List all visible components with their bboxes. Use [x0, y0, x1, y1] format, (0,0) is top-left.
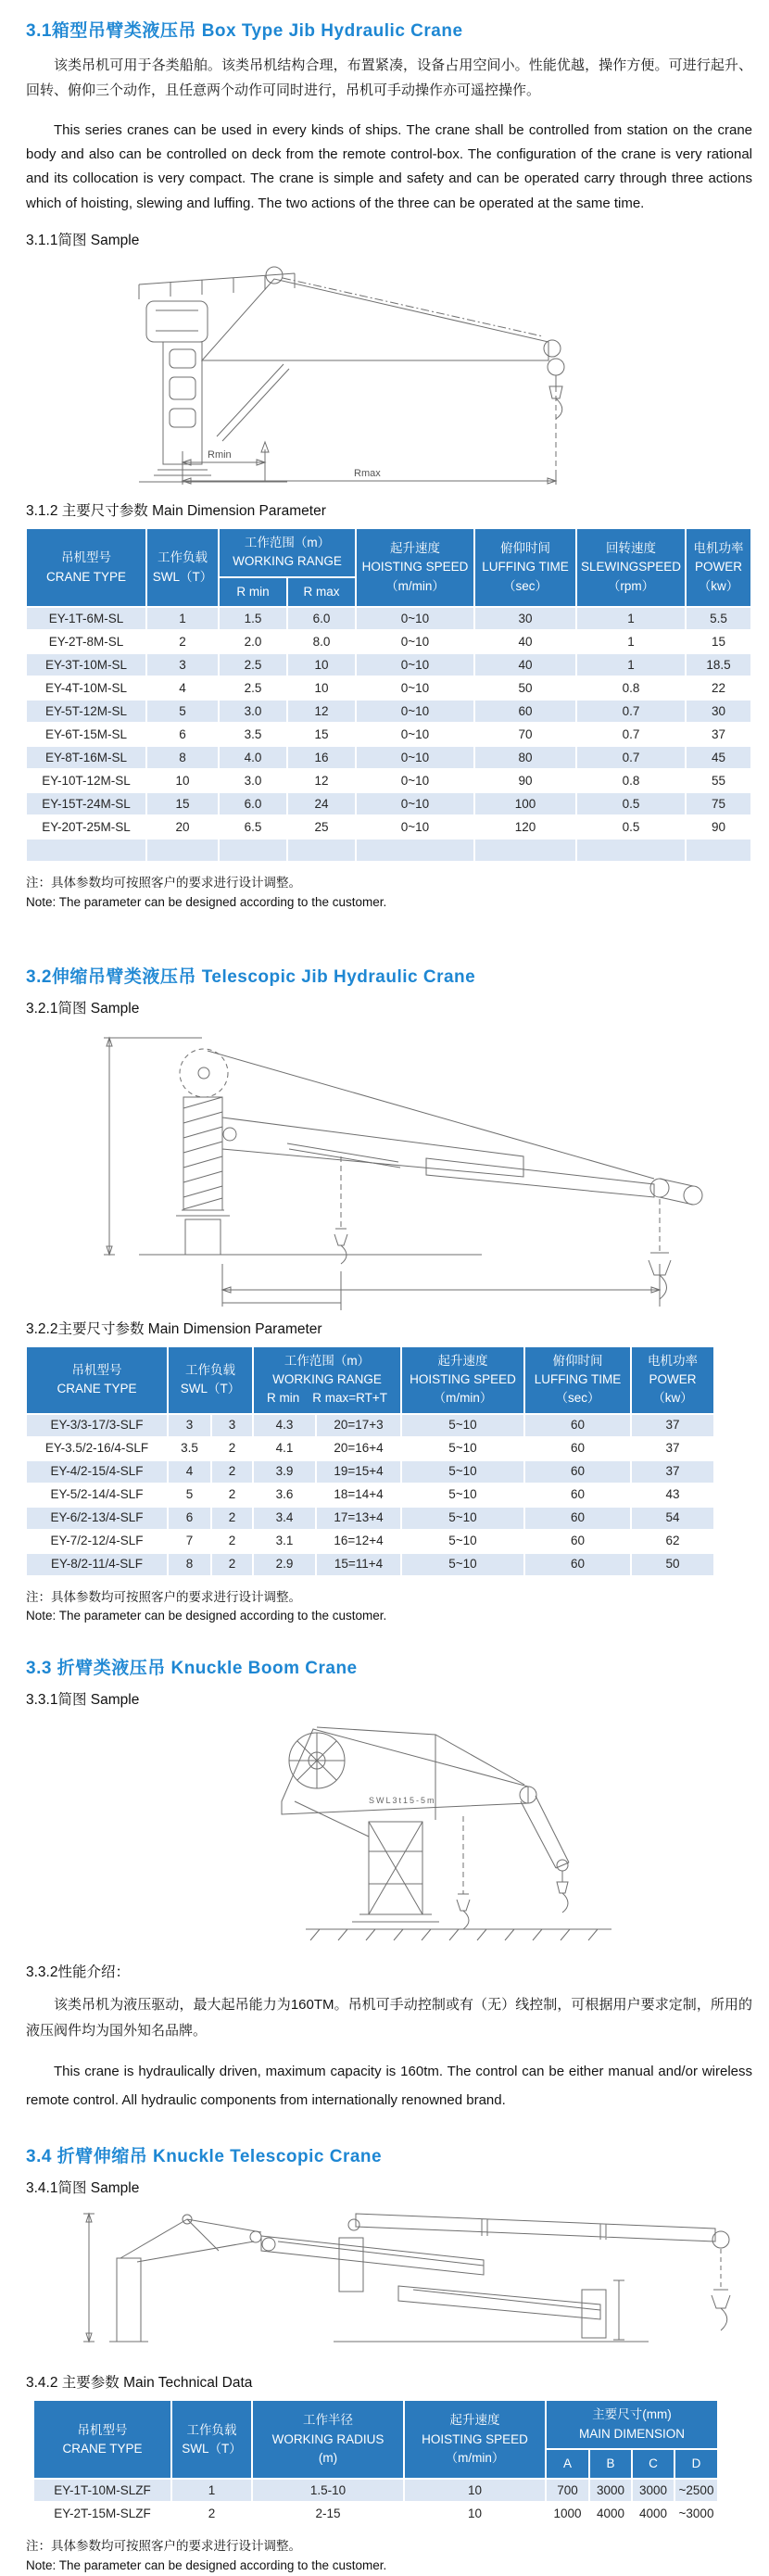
- table-row: EY-3.5/2-16/4-SLF 3.5 2 4.1 20=16+4 5~10 60 37: [26, 1437, 714, 1460]
- col-dim-d: D: [674, 2449, 718, 2479]
- table-row: EY-3T-10M-SL 3 2.5 10 0~10 40 1 18.5: [26, 653, 751, 676]
- table-row: EY-1T-6M-SL 1 1.5 6.0 0~10 30 1 5.5: [26, 607, 751, 630]
- box-sample-heading: 3.1.1简图 Sample: [26, 233, 140, 249]
- section-knuckle-telescopic-crane: [0, 2142, 769, 2576]
- section-title-knuckle-telescopic: 3.4 折臂伸缩吊 Knuckle Telescopic Crane: [26, 2147, 383, 2167]
- table-row: EY-4T-10M-SL 4 2.5 10 0~10 50 0.8 22: [26, 676, 751, 700]
- tele-table-heading: 3.2.2主要尺寸参数 Main Dimension Parameter: [26, 1320, 322, 1337]
- telescopic-crane-drawing: [0, 1021, 769, 1314]
- table-row: EY-1T-10M-SLZF 1 1.5-10 10 700 3000 3000 ~2500: [33, 2479, 718, 2502]
- col-crane-type: 吊机型号 CRANE TYPE: [33, 2400, 171, 2479]
- col-crane-type: 吊机型号 CRANE TYPE: [26, 1346, 168, 1414]
- col-power: 电机功率 POWER （kw）: [686, 528, 751, 607]
- col-swl: 工作负载 SWL（T）: [171, 2400, 252, 2479]
- table-row: EY-15T-24M-SL 15 6.0 24 0~10 100 0.5 75: [26, 792, 751, 815]
- rmax-label: Rmax: [354, 468, 381, 480]
- table-row: EY-6T-15M-SL 6 3.5 15 0~10 70 0.7 37: [26, 723, 751, 746]
- table-row: EY-10T-12M-SL 10 3.0 12 0~10 90 0.8 55: [26, 769, 751, 792]
- col-luffing-time: 俯仰时间 LUFFING TIME （sec）: [474, 528, 576, 607]
- col-hoisting-speed: 起升速度 HOISTING SPEED （m/min）: [401, 1346, 524, 1414]
- table-row: EY-2T-8M-SL 2 2.0 8.0 0~10 40 1 15: [26, 630, 751, 653]
- col-rmin: R min: [267, 1391, 300, 1406]
- box-intro-cn: 该类吊机可用于各类船舶。该类吊机结构合理，布置紧凑，设备占用空间小。性能优越，操作方便。可进行起升、回转、俯仰三个动作，且任意两个动作可同时进行，吊机可手动操作亦可遥控操作。: [26, 57, 752, 99]
- knuckle-perf-en: This crane is hydraulically driven, maximum capacity is 160tm. The control can be either manual and/or wireless remote control. All hydraulic components from internationally renowned brand.: [26, 2063, 752, 2108]
- table-row: EY-8/2-11/4-SLF 8 2 2.9 15=11+4 5~10 60 50: [26, 1553, 714, 1576]
- section-box-type-crane: [0, 17, 769, 913]
- ktele-sample-heading: 3.4.1简图 Sample: [26, 2180, 140, 2197]
- swl-drawing-label: SWL3t15-5m: [369, 1796, 436, 1806]
- box-note: 注：具体参数均可按照客户的要求进行设计调整。 Note: The parameter can be designed according to the customer.: [26, 875, 387, 909]
- ktele-table-heading: 3.4.2 主要参数 Main Technical Data: [26, 2375, 253, 2392]
- col-working-radius: 工作半径 WORKING RADIUS (m): [252, 2400, 404, 2479]
- table-row: EY-5/2-14/4-SLF 5 2 3.6 18=14+4 5~10 60 43: [26, 1484, 714, 1507]
- col-slewing-speed: 回转速度 SLEWINGSPEED （rpm）: [576, 528, 686, 607]
- header-row: [26, 528, 751, 577]
- knuckle-perf-heading: 3.3.2性能介绍：: [26, 1964, 130, 1981]
- col-rmin: R min: [219, 577, 287, 607]
- table-row: EY-2T-15M-SLZF 2 2-15 10 1000 4000 4000 ~3000: [33, 2502, 718, 2525]
- knuckle-telescopic-data-table: [32, 2399, 719, 2526]
- col-dim-a: A: [546, 2449, 589, 2479]
- col-hoisting-speed: 起升速度 HOISTING SPEED （m/min）: [404, 2400, 546, 2479]
- empty-row: [26, 839, 751, 862]
- col-rmax: R max: [287, 577, 356, 607]
- section-knuckle-boom-crane: [0, 1654, 769, 2115]
- col-dim-b: B: [589, 2449, 632, 2479]
- table-row: EY-6/2-13/4-SLF 6 2 3.4 17=13+4 5~10 60 54: [26, 1507, 714, 1530]
- section-title-box: 3.1箱型吊臂类液压吊 Box Type Jib Hydraulic Crane: [26, 21, 463, 41]
- col-dim-c: C: [632, 2449, 674, 2479]
- rmin-label: Rmin: [208, 449, 232, 461]
- box-table-heading: 3.1.2 主要尺寸参数 Main Dimension Parameter: [26, 503, 326, 520]
- box-jib-crane-drawing: [0, 253, 769, 496]
- telescopic-dimension-table: [25, 1345, 715, 1577]
- col-swl: 工作负载 SWL（T）: [168, 1346, 253, 1414]
- knuckle-boom-crane-drawing: [0, 1712, 769, 1953]
- table-row: EY-5T-12M-SL 5 3.0 12 0~10 60 0.7 30: [26, 700, 751, 723]
- knuckle-sample-heading: 3.3.1简图 Sample: [26, 1692, 140, 1709]
- tele-note: 注：具体参数均可按照客户的要求进行设计调整。 Note: The parameter can be designed according to the customer.: [26, 1589, 387, 1623]
- section-title-telescopic: 3.2伸缩吊臂类液压吊 Telescopic Jib Hydraulic Crane: [26, 966, 476, 987]
- col-power: 电机功率 POWER （kw）: [631, 1346, 714, 1414]
- knuckle-perf-cn: 该类吊机为液压驱动，最大起吊能力为160TM。吊机可手动控制或有（无）线控制，可根据用户要求定制，所用的液压阀件均为国外知名品牌。: [26, 1997, 752, 2039]
- knuckle-telescopic-crane-drawing: [0, 2201, 769, 2366]
- section-title-knuckle: 3.3 折臂类液压吊 Knuckle Boom Crane: [26, 1659, 358, 1679]
- header-row: [33, 2400, 718, 2449]
- table-row: EY-7/2-12/4-SLF 7 2 3.1 16=12+4 5~10 60 62: [26, 1530, 714, 1553]
- table-row: EY-20T-25M-SL 20 6.5 25 0~10 120 0.5 90: [26, 815, 751, 839]
- box-intro-en: This series cranes can be used in every kinds of ships. The crane shall be controlled from station on the crane body and also can be controlled on deck from the remote control-box. The configuration of the crane is very rational and its collocation is very compact. The crane is simple and safety and can be operated carry through three actions which of hoisting, slewing and luffing. The two actions of the three can be operated at the same time.: [26, 121, 752, 211]
- tele-sample-heading: 3.2.1简图 Sample: [26, 1000, 140, 1017]
- section-telescopic-crane: [0, 963, 769, 1627]
- col-rmax: R max=RT+T: [312, 1391, 387, 1406]
- table-row: EY-4/2-15/4-SLF 4 2 3.9 19=15+4 5~10 60 37: [26, 1460, 714, 1484]
- col-working-range: 工作范围（m） WORKING RANGE R min R max=RT+T: [253, 1346, 401, 1414]
- col-swl: 工作负载 SWL（T）: [146, 528, 219, 607]
- col-working-range: 工作范围（m） WORKING RANGE: [219, 528, 356, 577]
- box-dimension-table: [25, 527, 752, 863]
- col-crane-type: 吊机型号 CRANE TYPE: [26, 528, 146, 607]
- col-hoisting-speed: 起升速度 HOISTING SPEED （m/min）: [356, 528, 474, 607]
- header-row: [26, 1346, 714, 1414]
- col-luffing-time: 俯仰时间 LUFFING TIME （sec）: [524, 1346, 631, 1414]
- ktele-note: 注：具体参数均可按照客户的要求进行设计调整。 Note: The parameter can be designed according to the customer.: [26, 2539, 387, 2573]
- col-main-dimension: 主要尺寸(mm) MAIN DIMENSION: [546, 2400, 718, 2449]
- table-row: EY-8T-16M-SL 8 4.0 16 0~10 80 0.7 45: [26, 746, 751, 769]
- table-row: EY-3/3-17/3-SLF 3 3 4.3 20=17+3 5~10 60 37: [26, 1414, 714, 1437]
